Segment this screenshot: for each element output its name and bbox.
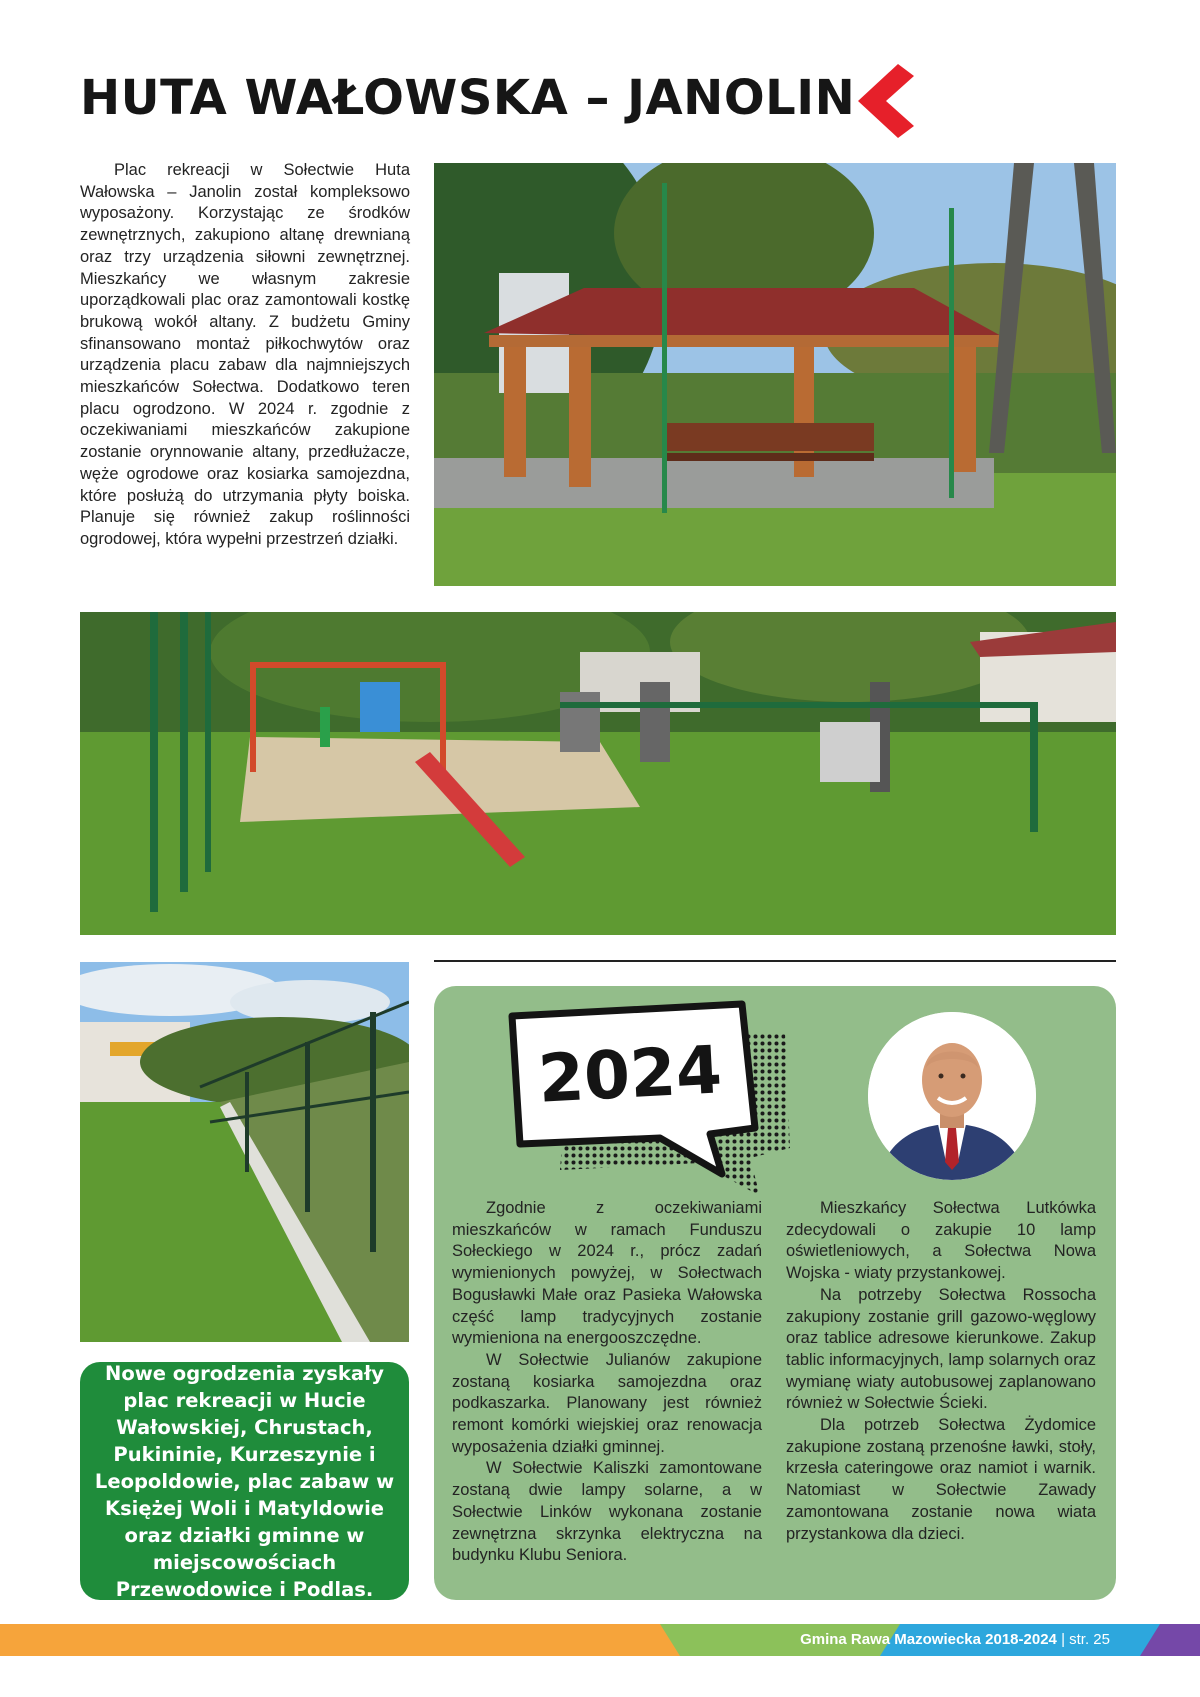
portrait-photo: [868, 1012, 1036, 1180]
plans-paragraph: Zgodnie z oczekiwaniami mieszkańców w ramach Funduszu Sołeckiego w 2024 r., prócz zadań wymienionych powyżej, w Sołectwach Bogusławki Małe oraz Pasieka Wałowska część lamp tradycyjnych zostanie wymieniona na energooszczędne.: [452, 1199, 762, 1348]
fences-caption-box: [80, 1362, 409, 1600]
plans-column-1: [452, 1198, 762, 1567]
section-divider: [434, 960, 1116, 962]
page-number: str. 25: [1069, 1631, 1110, 1648]
footer-separator: |: [1061, 1631, 1065, 1648]
plans-paragraph: W Sołectwie Kaliszki zamontowane zostaną dwie lampy solarne, a w Sołectwie Linków wykonana zostanie zewnętrzna skrzynka elektryczna na budynku Klubu Seniora.: [452, 1459, 762, 1565]
plans-paragraph: Na potrzeby Sołectwa Rossocha zakupiony zostanie grill gazowo-węglowy oraz tablice adresowe kierunkowe. Zakup tablic informacyjnych, lamp solarnych oraz wymianę wiaty autobusowej zaplanowano również w Sołectwie Ścieki.: [786, 1285, 1096, 1413]
plans-column-2: [786, 1198, 1096, 1545]
page-title: HUTA WAŁOWSKA – JANOLIN: [80, 70, 856, 126]
year-label: 2024: [536, 1031, 724, 1118]
plans-paragraph: Dla potrzeb Sołectwa Żydomice zakupione zostaną przenośne ławki, stoły, krzesła cateringowe oraz namiot i warnik. Natomiast w Sołectwie Zawady zamontowana zostanie nowa wiata przystankowa dla dzieci.: [786, 1416, 1096, 1543]
gazebo-photo: [434, 163, 1116, 586]
publication-name: Gmina Rawa Mazowiecka 2018-2024: [800, 1631, 1057, 1648]
footer-label: [700, 1628, 1110, 1652]
plans-paragraph: W Sołectwie Julianów zakupione zostaną kosiarka samojezdna oraz podkaszarka. Planowany jest również remont komórki wiejskiej oraz renowacja wyposażenia działki gminnej.: [452, 1350, 762, 1456]
playground-photo: [80, 612, 1116, 935]
fence-photo: [80, 962, 409, 1342]
plans-paragraph: Mieszkańcy Sołectwa Lutkówka zdecydowali o zakupie 10 lamp oświetleniowych, a Sołectwa Nowa Wojska - wiaty przystankowej.: [786, 1199, 1096, 1283]
fences-caption-text: Nowe ogrodzenia zyskały plac rekreacji w Hucie Wałowskiej, Chrustach, Pukininie, Kurzeszynie i Leopoldowie, plac zabaw w Księżej Woli i Matyldowie oraz działki gminne w miejscowościach Przewodowice i Podlas.: [94, 1361, 395, 1601]
intro-paragraph: Plac rekreacji w Sołectwie Huta Wałowska – Janolin został kompleksowo wyposażony. Korzystając ze środków zewnętrznych, zakupiono altanę drewnianą oraz trzy urządzenia siłowni zewnętrznej. Mieszkańcy we własnym zakresie uporządkowali plac oraz zamontowali kostkę brukową wokół altany. Z budżetu Gminy sfinansowano montaż piłkochwytów oraz urządzenia placu zabaw dla najmniejszych mieszkańców Sołectwa. Dodatkowo teren placu ogrodzono. W 2024 r. zgodnie z oczekiwaniami mieszkańców zakupione zostanie orynnowanie altany, przedłużacze, węże ogrodowe oraz kosiarka samojezdna, które posłużą do utrzymania płyty boiska. Planuje się również zakup roślinności ogrodowej, która wypełni przestrzeń działki.: [80, 161, 410, 548]
chevron-left-icon: [858, 64, 914, 138]
intro-article: [80, 160, 410, 551]
